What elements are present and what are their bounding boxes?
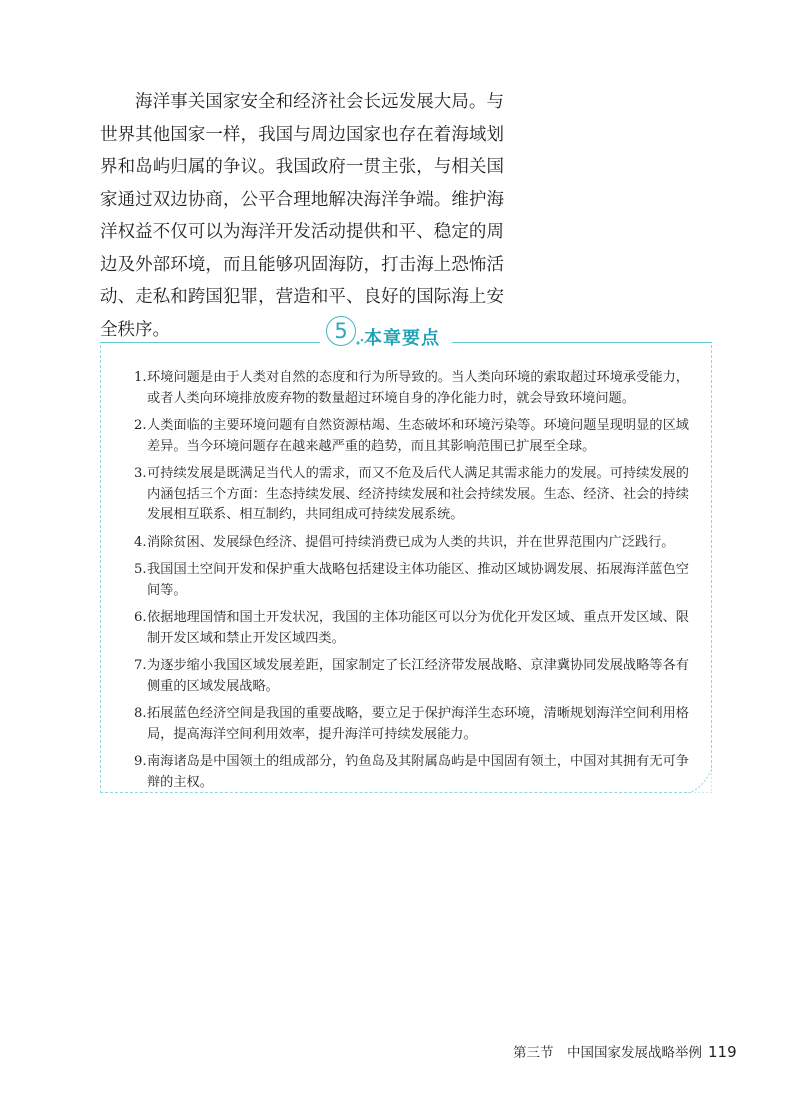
page-number: 119 bbox=[708, 1043, 737, 1061]
key-point-item bbox=[134, 704, 689, 745]
key-point-text: 消除贫困、发展绿色经济、提倡可持续消费已成为人类的共识，并在世界范围内广泛践行。 bbox=[147, 534, 675, 550]
key-point-item bbox=[134, 368, 689, 409]
key-point-number: 6. bbox=[134, 610, 147, 625]
header-rule-left bbox=[100, 342, 320, 343]
key-point-text: 南海诸岛是中国领土的组成部分，钓鱼岛及其附属岛屿是中国固有领土，中国对其拥有无可争辩的主权。 bbox=[147, 754, 689, 790]
key-points-list bbox=[134, 368, 689, 800]
key-point-item bbox=[134, 608, 689, 649]
header-rule-right bbox=[452, 342, 712, 343]
key-point-text: 依据地理国情和国土开发状况，我国的主体功能区可以分为优化开发区域、重点开发区域、限制开发区域和禁止开发区域四类。 bbox=[147, 610, 689, 646]
key-point-number: 3. bbox=[134, 466, 147, 481]
key-point-item bbox=[134, 752, 689, 793]
key-point-item bbox=[134, 560, 689, 601]
key-point-item bbox=[134, 656, 689, 697]
intro-paragraph: 海洋事关国家安全和经济社会长远发展大局。与世界其他国家一样，我国与周边国家也存在着海域划界和岛屿归属的争议。我国政府一贯主张，与相关国家通过双边协商，公平合理地解决海洋争端。维护海洋权益不仅可以为海洋开发活动提供和平、稳定的周边及外部环境，而且能够巩固海防，打击海上恐怖活动、走私和跨国犯罪，营造和平、良好的国际海上安全秩序。 bbox=[100, 92, 504, 340]
key-point-text: 为逐步缩小我国区域发展差距，国家制定了长江经济带发展战略、京津冀协同发展战略等各有侧重的区域发展战略。 bbox=[147, 658, 689, 694]
section-number-badge: 5 bbox=[326, 316, 356, 346]
key-point-number: 7. bbox=[134, 658, 147, 673]
key-point-text: 拓展蓝色经济空间是我国的重要战略，要立足于保护海洋生态环境，清晰规划海洋空间利用格局，提高海洋空间利用效率，提升海洋可持续发展能力。 bbox=[147, 706, 689, 742]
box-corner-fold-icon bbox=[688, 769, 712, 793]
key-point-text: 环境问题是由于人类对自然的态度和行为所导致的。当人类向环境的索取超过环境承受能力，或者人类向环境排放废弃物的数量超过环境自身的净化能力时，就会导致环境问题。 bbox=[147, 370, 689, 406]
key-point-item bbox=[134, 533, 689, 554]
key-point-number: 9. bbox=[134, 754, 147, 769]
page-footer bbox=[513, 1041, 737, 1061]
key-point-number: 1. bbox=[134, 370, 147, 385]
key-point-number: 2. bbox=[134, 418, 147, 433]
footer-section-label: 第三节 中国国家发展战略举例 bbox=[513, 1045, 702, 1061]
key-point-item bbox=[134, 416, 689, 457]
section-title: 本章要点 bbox=[364, 328, 440, 349]
key-point-item bbox=[134, 464, 689, 526]
key-point-number: 5. bbox=[134, 562, 147, 577]
key-point-number: 4. bbox=[134, 534, 147, 550]
key-point-text: 人类面临的主要环境问题有自然资源枯竭、生态破坏和环境污染等。环境问题呈现明显的区域差异。当今环境问题存在越来越严重的趋势，而且其影响范围已扩展至全球。 bbox=[147, 418, 689, 454]
key-point-number: 8. bbox=[134, 706, 147, 721]
key-point-text: 可持续发展是既满足当代人的需求，而又不危及后代人满足其需求能力的发展。可持续发展的内涵包括三个方面：生态持续发展、经济持续发展和社会持续发展。生态、经济、社会的持续发展相互联系、相互制约，共同组成可持续发展系统。 bbox=[147, 466, 689, 522]
key-point-text: 我国国土空间开发和保护重大战略包括建设主体功能区、推动区域协调发展、拓展海洋蓝色空间等。 bbox=[147, 562, 689, 598]
